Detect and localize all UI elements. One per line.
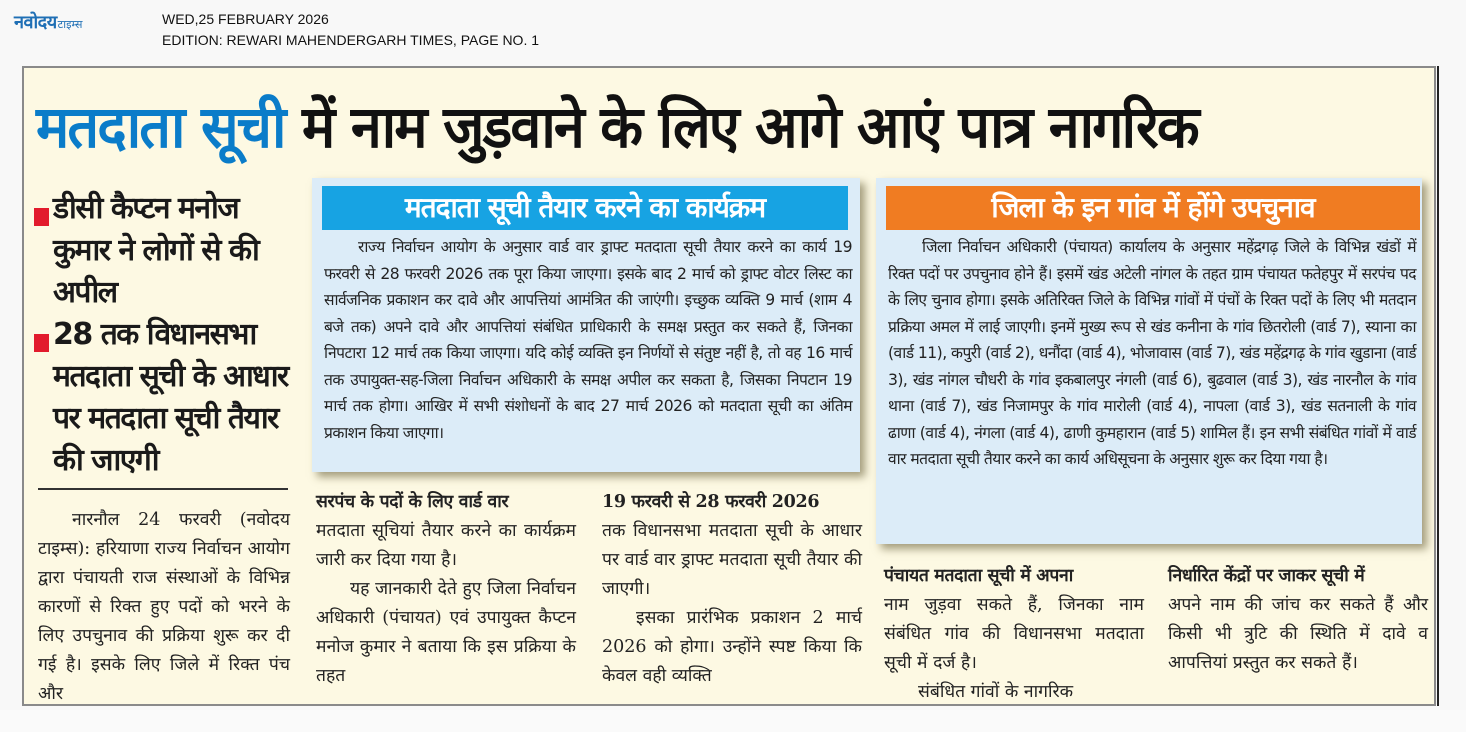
column-4-para-1: नाम जुड़वा सकते हैं, जिनका नाम संबंधित गांव की विधानसभा मतदाता सूची में दर्ज है।	[884, 595, 1144, 673]
logo-sub: टाइम्स	[57, 18, 83, 31]
schedule-infobox	[312, 178, 860, 472]
highlight-item	[34, 188, 296, 314]
headline-highlight: मतदाता सूची	[36, 93, 285, 161]
clipping-edge	[1437, 66, 1439, 706]
dateline-paragraph: नारनौल 24 फरवरी (नवोदय टाइम्स): हरियाणा राज्य निर्वाचन आयोग द्वारा पंचायती राज संस्थाओं के विभिन्न कारणों से रिक्त हुए पदों को भरने के लिए उपचुनाव की प्रक्रिया शुरू कर दी गई है। इसके लिए जिले में रिक्त पंच और	[38, 510, 290, 704]
schedule-infobox-title: मतदाता सूची तैयार करने का कार्यक्रम	[322, 186, 848, 230]
red-square-bullet-icon	[34, 334, 49, 352]
newspaper-logo[interactable]	[14, 10, 82, 34]
edition-header	[0, 0, 1466, 58]
article-column-2	[316, 488, 576, 691]
column-3-para-1: तक विधानसभा मतदाता सूची के आधार पर वार्ड वार ड्राफ्ट मतदाता सूची तैयार की जाएगी।	[602, 521, 862, 599]
article-column-4	[884, 562, 1144, 706]
column-2-para-1: मतदाता सूचियां तैयार करने का कार्यक्रम जारी कर दिया गया है।	[316, 521, 576, 570]
villages-infobox	[876, 178, 1422, 544]
edition-name: EDITION: REWARI MAHENDERGARH TIMES, PAGE NO. 1	[162, 32, 540, 48]
column-2-lead: सरपंच के पदों के लिए वार्ड वार	[316, 492, 509, 512]
villages-infobox-title: जिला के इन गांव में होंगे उपचुनाव	[886, 186, 1420, 230]
column-5-para-1: अपने नाम की जांच कर सकते हैं और किसी भी त्रुटि की स्थिति में दावे व आपत्तियां प्रस्तुत कर सकते हैं।	[1168, 595, 1428, 673]
schedule-infobox-text: राज्य निर्वाचन आयोग के अनुसार वार्ड वार ड्राफ्ट मतदाता सूची तैयार करने का कार्य 19 फरवरी से 28 फरवरी 2026 तक पूरा किया जाएगा। इसके बाद 2 मार्च को ड्राफ्ट वोटर लिस्ट का सार्वजनिक प्रकाशन कर दावे और आपत्तियां आमंत्रित की जाएंगी। इच्छुक व्यक्ति 9 मार्च (शाम 4 बजे तक) अपने दावे और आपत्तियां संबंधित प्राधिकारी के समक्ष प्रस्तुत कर सकते हैं, जिनका निपटारा 12 मार्च तक किया जाएगा। यदि कोई व्यक्ति इन निर्णयों से संतुष्ट नहीं है, तो वह 16 मार्च तक उपायुक्त-सह-जिला निर्वाचन अधिकारी के समक्ष अपील कर सकता है, जिसका निपटान 19 मार्च तक होगा। आखिर में सभी संशोधनों के बाद 27 मार्च 2026 को मतदाता सूची का अंतिम प्रकाशन किया जाएगा।	[324, 238, 852, 442]
column-2-para-2: यह जानकारी देते हुए जिला निर्वाचन अधिकारी (पंचायत) एवं उपायुक्त कैप्टन मनोज कुमार ने बताया कि इस प्रक्रिया के तहत	[316, 579, 576, 686]
column-5-lead: निर्धारित केंद्रों पर जाकर सूची में	[1168, 566, 1365, 586]
article-column-5	[1168, 562, 1428, 678]
schedule-infobox-body	[324, 234, 852, 446]
article-column-1	[38, 506, 290, 706]
column-4-para-2: संबंधित गांवों के नागरिक	[918, 682, 1074, 702]
article-column-3	[602, 488, 862, 691]
column-3-para-2: इसका प्रारंभिक प्रकाशन 2 मार्च 2026 को होगा। उन्होंने स्पष्ट किया कि केवल वही व्यक्ति	[602, 608, 862, 686]
villages-infobox-text: जिला निर्वाचन अधिकारी (पंचायत) कार्यालय के अनुसार महेंद्रगढ़ जिले के विभिन्न खंडों में रिक्त पदों पर उपचुनाव होने हैं। इसमें खंड अटेली नांगल के तहत ग्राम पंचायत फतेहपुर में सरपंच पद के लिए चुनाव होगा। इसके अतिरिक्त जिले के विभिन्न गांवों में पंचों के रिक्त पदों के लिए भी मतदान प्रक्रिया अमल में लाई जाएगी। इनमें मुख्य रूप से खंड कनीना के गांव छितरोली (वार्ड 7), स्याना का (वार्ड 11), कपुरी (वार्ड 2), धनौंदा (वार्ड 4), भोजावास (वार्ड 7), खंड महेंद्रगढ़ के गांव खुडाना (वार्ड 3), खंड नांगल चौधरी के गांव इकबालपुर नंगली (वार्ड 6), बुढवाल (वार्ड 3), खंड नारनौल के गांव थाना (वार्ड 7), खंड निजामपुर के गांव मारोली (वार्ड 4), नापला (वार्ड 3), खंड सतनाली के गांव ढाणा (वार्ड 4), नंगला (वार्ड 4), ढाणी कुमहारान (वार्ड 5) शामिल हैं। इन सभी संबंधित गांवों में वार्ड वार मतदाता सूची तैयार करने का कार्य अधिसूचना के अनुसार शुरू कर दिया गया है।	[888, 238, 1416, 468]
edition-date: WED,25 FEBRUARY 2026	[162, 11, 329, 27]
article-clipping	[22, 66, 1436, 706]
highlight-item	[34, 314, 296, 482]
villages-infobox-body	[888, 234, 1416, 473]
column-4-lead: पंचायत मतदाता सूची में अपना	[884, 566, 1073, 586]
highlights-list	[34, 188, 296, 482]
highlight-text: 28 तक विधानसभा मतदाता सूची के आधार पर मतदाता सूची तैयार की जाएगी	[53, 317, 288, 478]
next-article-strip	[0, 710, 1466, 732]
article-headline	[36, 82, 1380, 172]
logo-main: नवोदय	[14, 12, 57, 33]
edition-meta	[162, 9, 539, 51]
headline-rest: में नाम जुड़वाने के लिए आगे आएं पात्र नागरिक	[284, 93, 1198, 161]
column-3-lead: 19 फरवरी से 28 फरवरी 2026	[602, 492, 820, 512]
highlight-text: डीसी कैप्टन मनोज कुमार ने लोगों से की अपील	[53, 191, 259, 310]
highlights-divider	[38, 488, 288, 490]
red-square-bullet-icon	[34, 208, 49, 226]
